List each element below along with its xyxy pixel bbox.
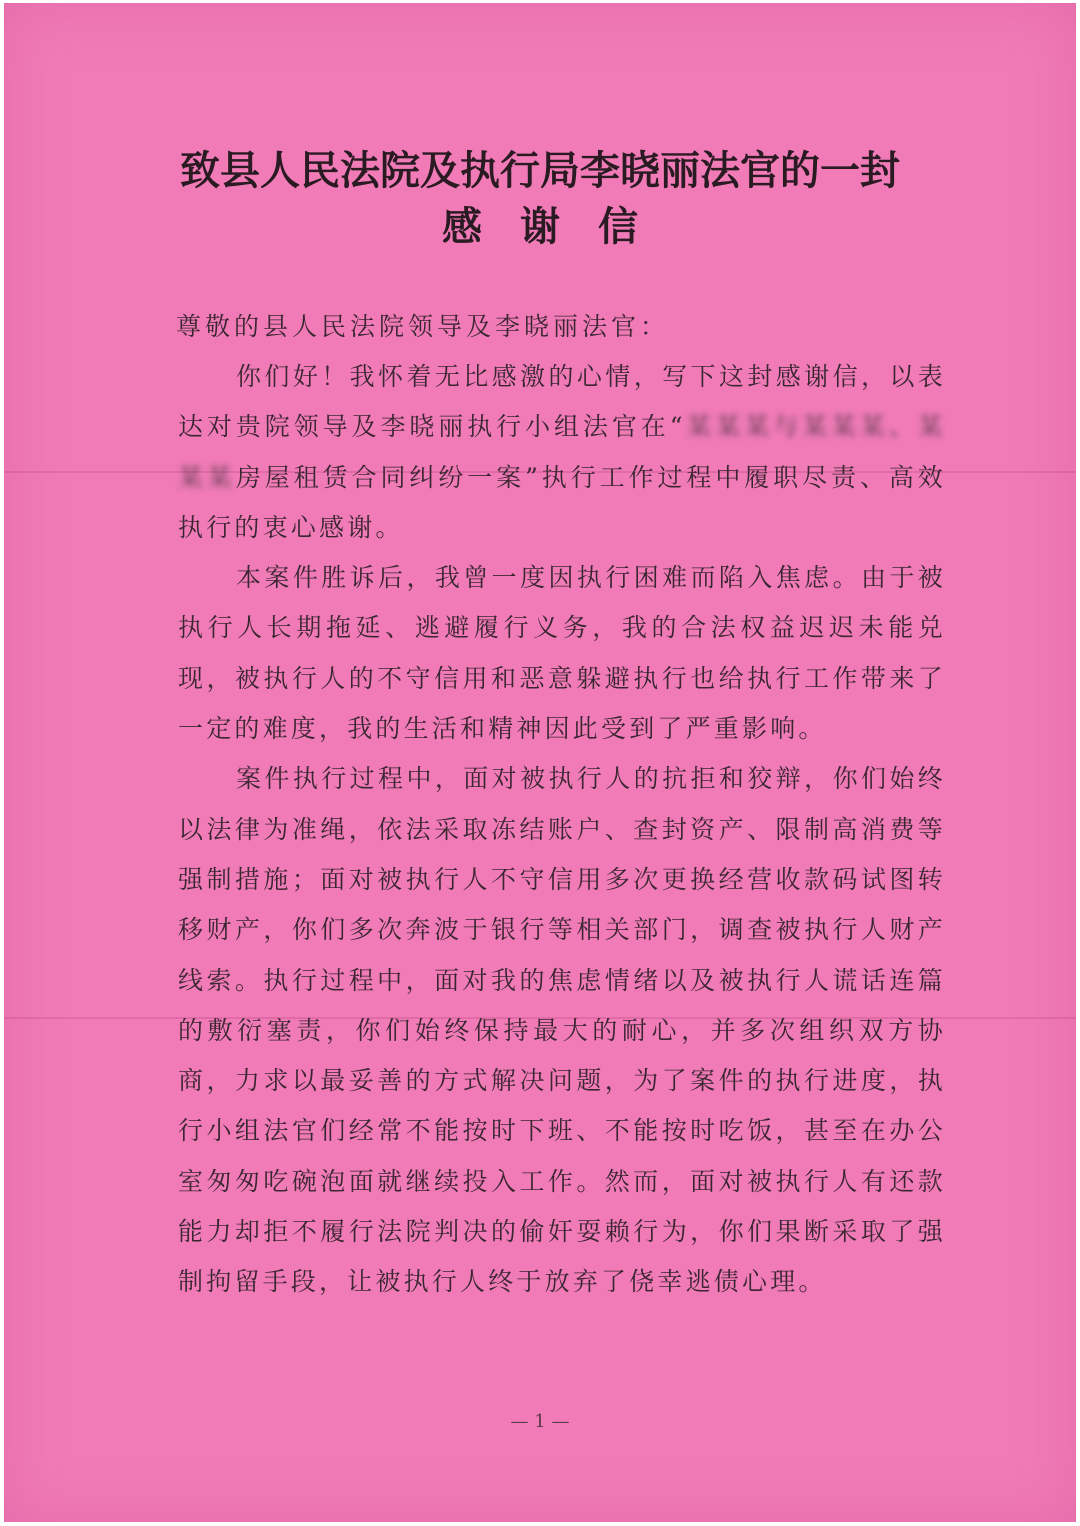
redacted-case-parties: 某某某与某某某、某某某 — [178, 412, 946, 492]
paragraph-1-text-a: 你们好！我怀着无比感激的心情，写下这封感谢信，以表达对贵院领导及李晓丽执行小组法官在“ — [178, 362, 946, 442]
letter-title: 致县人民法院及执行局李晓丽法官的一封 — [180, 148, 900, 194]
paragraph-2: 本案件胜诉后，我曾一度因执行困难而陷入焦虑。由于被执行人长期拖延、逃避履行义务，我的合法权益迟迟未能兑现，被执行人的不守信用和恶意躲避执行也给执行工作带来了一定的难度，我的生活和精神因此受到了严重影响。 — [178, 563, 946, 744]
letter-subtitle: 感谢信 — [442, 204, 676, 250]
paragraph-1-text-b: 房屋租赁合同纠纷一案”执行工作过程中履职尽责、高效执行的衷心感谢。 — [178, 462, 946, 542]
letter-page — [4, 3, 1076, 1522]
salutation: 尊敬的县人民法院领导及李晓丽法官： — [176, 312, 670, 341]
paragraph-3: 案件执行过程中，面对被执行人的抗拒和狡辩，你们始终以法律为准绳，依法采取冻结账户、查封资产、限制高消费等强制措施；面对被执行人不守信用多次更换经营收款码试图转移财产，你们多次奔波于银行等相关部门，调查被执行人财产线索。执行过程中，面对我的焦虑情绪以及被执行人谎话连篇的敷衍塞责，你们始终保持最大的耐心，并多次组织双方协商，力求以最妥善的方式解决问题，为了案件的执行进度，执行小组法官们经常不能按时下班、不能按时吃饭，甚至在办公室匆匆吃碗泡面就继续投入工作。然而，面对被执行人有还款能力却拒不履行法院判决的偷奸耍赖行为，你们果断采取了强制拘留手段，让被执行人终于放弃了侥幸逃债心理。 — [178, 764, 946, 1297]
letter-body — [178, 352, 946, 1308]
page-number: — 1 — — [510, 1411, 570, 1432]
paragraph-1 — [178, 352, 946, 553]
